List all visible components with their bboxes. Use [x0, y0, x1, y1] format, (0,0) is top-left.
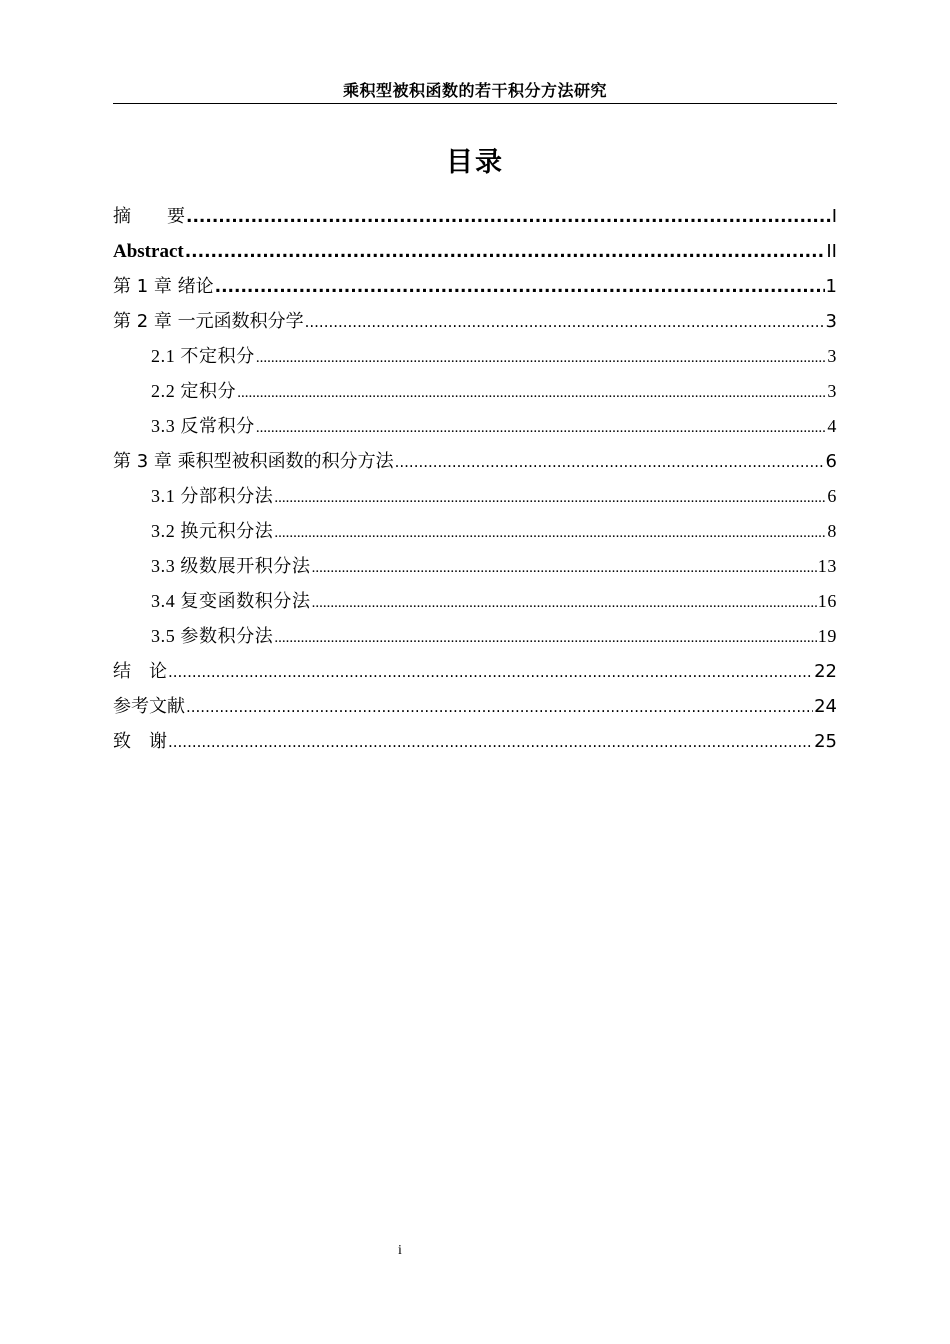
toc-entry-page: 13 [817, 556, 837, 576]
toc-entry-page: 3 [827, 381, 837, 401]
toc-entry-references[interactable] [113, 689, 837, 724]
toc-entry-label: 2.2 定积分 [151, 381, 237, 401]
toc-entry-label: 致 谢 [113, 731, 167, 752]
toc-entry-conclusion[interactable] [113, 654, 837, 689]
toc-entry-page: 19 [817, 626, 837, 646]
toc-entry-page: 6 [825, 451, 837, 472]
toc-entry-page: I [831, 206, 837, 227]
toc-entry-page: 24 [814, 696, 837, 717]
toc-entry-chapter-3[interactable] [113, 444, 837, 479]
toc-leader-dots [168, 725, 813, 760]
toc-entry-section-3-2[interactable] [113, 514, 837, 549]
toc-entry-label: 第 2 章 一元函数积分学 [113, 311, 304, 332]
toc-entry-label: 第 1 章 绪论 [113, 276, 214, 297]
toc-entry-section-3-5[interactable] [113, 619, 837, 654]
toc-leader-dots [237, 376, 826, 411]
toc-entry-page: II [826, 241, 837, 262]
toc-entry-abstract-cn[interactable] [113, 199, 837, 234]
toc-entry-section-2-2[interactable] [113, 374, 837, 409]
running-header: 乘积型被积函数的若干积分方法研究 [342, 81, 607, 100]
toc-entry-label: Abstract [113, 241, 184, 262]
toc-leader-dots [395, 445, 825, 480]
toc-entry-section-2-3[interactable] [113, 409, 837, 444]
toc-entry-label: 参考文献 [113, 696, 185, 717]
toc-leader-dots [215, 270, 825, 305]
toc-title: 目录 [446, 147, 504, 178]
toc-entry-page: 22 [814, 661, 837, 682]
toc-entry-abstract-en[interactable] [113, 234, 837, 269]
toc-entry-label: 3.3 级数展开积分法 [151, 556, 311, 576]
toc-leader-dots [274, 481, 826, 516]
toc-leader-dots [312, 551, 817, 586]
toc-entry-section-3-3[interactable] [113, 549, 837, 584]
toc-entry-section-3-1[interactable] [113, 479, 837, 514]
toc-entry-label: 摘 要 [113, 206, 185, 227]
toc-leader-dots [274, 621, 816, 656]
toc-entry-label: 3.4 复变函数积分法 [151, 591, 311, 611]
toc-entry-label: 3.1 分部积分法 [151, 486, 274, 506]
toc-entry-label: 第 3 章 乘积型被积函数的积分方法 [113, 451, 394, 472]
toc-entry-page: 16 [817, 591, 837, 611]
toc-entry-page: 25 [814, 731, 837, 752]
toc-entry-page: 6 [827, 486, 837, 506]
footer-page-number: i [398, 1243, 402, 1258]
toc-entry-label: 3.5 参数积分法 [151, 626, 274, 646]
toc-entry-label: 2.1 不定积分 [151, 346, 255, 366]
toc-entry-page: 8 [827, 521, 837, 541]
toc-leader-dots [186, 690, 813, 725]
table-of-contents [113, 199, 837, 759]
toc-leader-dots [256, 411, 827, 446]
toc-entry-chapter-1[interactable] [113, 269, 837, 304]
toc-leader-dots [186, 200, 831, 235]
toc-entry-label: 3.2 换元积分法 [151, 521, 274, 541]
toc-leader-dots [168, 655, 813, 690]
toc-entry-page: 1 [825, 276, 837, 297]
toc-entry-section-3-4[interactable] [113, 584, 837, 619]
toc-leader-dots [256, 341, 827, 376]
toc-entry-section-2-1[interactable] [113, 339, 837, 374]
toc-entry-label: 3.3 反常积分 [151, 416, 255, 436]
toc-entry-page: 4 [827, 416, 837, 436]
header-rule [113, 103, 837, 104]
toc-leader-dots [274, 516, 826, 551]
toc-entry-acknowledgements[interactable] [113, 724, 837, 759]
toc-leader-dots [312, 586, 817, 621]
toc-entry-chapter-2[interactable] [113, 304, 837, 339]
toc-leader-dots [185, 235, 826, 270]
toc-leader-dots [305, 305, 825, 340]
toc-entry-page: 3 [827, 346, 837, 366]
toc-entry-label: 结 论 [113, 661, 167, 682]
toc-entry-page: 3 [825, 311, 837, 332]
